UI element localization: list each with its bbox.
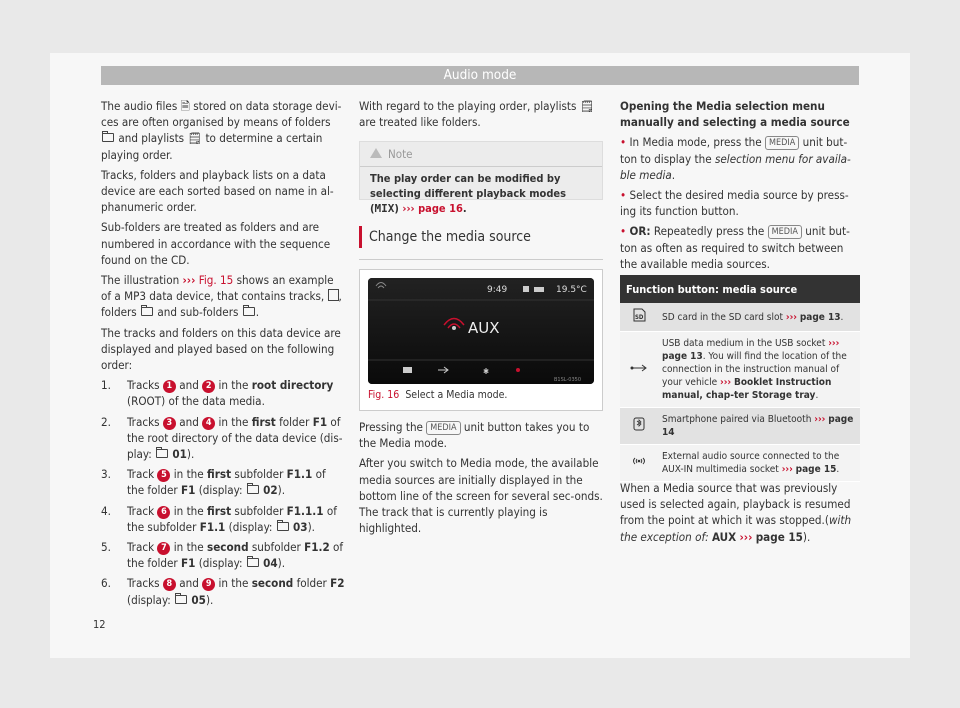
folder-icon — [247, 558, 259, 567]
number-badge: 1 — [163, 380, 176, 393]
list-item: 5. Track 7 in the second subfolder F1.2 of the folder F1 (display: 04). — [101, 540, 344, 571]
page-16-link[interactable]: page 16 — [418, 202, 463, 215]
fig-15-link[interactable]: Fig. 15 — [198, 273, 234, 288]
table-row: USB data medium in the USB socket ››› page 13. You will find the location of the connection in the instruction manual of your vehicle ››› Booklet Instruction manual, chap-ter Storage tray. — [620, 332, 860, 408]
svg-text:✱: ✱ — [483, 367, 490, 376]
section-accent-bar — [359, 226, 362, 248]
list-item: 6. Tracks 8 and 9 in the second folder F2 (display: 05). — [101, 576, 345, 607]
table-header: Function button: media source — [620, 275, 860, 303]
svg-text:19.5°C: 19.5°C — [556, 285, 587, 295]
section-divider — [359, 259, 603, 260]
usb-icon — [620, 332, 658, 408]
number-badge: 2 — [202, 380, 215, 393]
intro-paragraph: The audio files 🗎 stored on data storage devi-ces are often organised by means of folders and playlists 🗒 to determine a certain playing order. — [101, 99, 342, 162]
bluetooth-icon — [620, 408, 658, 445]
figure-16 — [359, 269, 603, 411]
list-item: 2. Tracks 3 and 4 in the first folder F1 of the root directory of the data device (dis-play: 01). — [101, 414, 343, 462]
number-badge: 5 — [157, 469, 170, 482]
list-item: 3. Track 5 in the first subfolder F1.1 of the folder F1 (display: 02). — [101, 467, 326, 498]
media-screen-image — [368, 278, 594, 384]
resume-paragraph: When a Media source that was previously used is selected again, playback is resumed from the point at which it was stopped.(with the exception of: AUX ››› page 15). — [620, 481, 852, 544]
column-middle-lower — [359, 419, 603, 540]
folder-icon — [156, 449, 168, 458]
track-icon — [328, 289, 339, 301]
number-badge: 3 — [163, 417, 176, 430]
reference-arrow: ››› — [182, 273, 196, 288]
list-item: 1. Tracks 1 and 2 in the root directory (ROOT) of the data media. — [101, 378, 334, 409]
sd-card-icon — [620, 303, 658, 332]
page-header: Audio mode — [101, 66, 859, 85]
media-button-label: MEDIA — [426, 421, 460, 435]
bullet-item: • Select the desired media source by press-ing its function button. — [620, 188, 849, 219]
media-button-label: MEDIA — [768, 225, 802, 239]
media-sources-paragraph: After you switch to Media mode, the available media sources are initially displayed in the bottom line of the screen for several sec-onds. The track that is currently playing is highlighted. — [359, 456, 603, 536]
column-left — [101, 98, 345, 612]
number-badge: 6 — [157, 506, 170, 519]
list-item: 4. Track 6 in the first subfolder F1.1.1 of the subfolder F1.1 (display: 03). — [101, 503, 337, 534]
number-badge: 7 — [157, 542, 170, 555]
section-title: Change the media source — [369, 229, 531, 245]
aux-icon — [620, 445, 658, 482]
playlist-icon: 🗒 — [187, 131, 203, 146]
note-body: The play order can be modified by selecting different playback modes (MIX) ››› page 16. — [370, 172, 567, 215]
subheading: Opening the Media selection menu manually and selecting a media source — [620, 99, 850, 130]
playlist-icon: 🗒 — [579, 99, 595, 113]
folder-icon — [277, 522, 289, 531]
bullet-item: • OR: Repeatedly press the MEDIA unit but-ton as often as required to switch between the available media sources. — [620, 224, 850, 271]
folder-icon — [175, 595, 187, 604]
resume-paragraph-container — [620, 480, 860, 549]
media-screen-graphic — [368, 278, 594, 384]
warning-icon — [370, 148, 382, 158]
order-list — [101, 377, 345, 608]
media-button-paragraph: Pressing the MEDIA unit button takes you to the Media mode. — [359, 420, 590, 451]
svg-text:AUX: AUX — [468, 319, 500, 337]
table-row: Smartphone paired via Bluetooth ››› page 14 — [620, 408, 860, 445]
note-header: Note — [360, 142, 602, 167]
svg-text:9:49: 9:49 — [487, 285, 508, 295]
table-row: SD SD card in the SD card slot ››› page 13. — [620, 303, 860, 332]
number-badge: 9 — [202, 578, 215, 591]
bullet-item: • In Media mode, press the MEDIA unit but-ton to display the selection menu for availa-ble media. — [620, 135, 851, 182]
note-box — [359, 141, 603, 215]
number-badge: 8 — [163, 578, 176, 591]
figure-caption: Fig. 16 Select a Media mode. — [368, 389, 508, 401]
audio-file-icon: 🗎 — [180, 99, 190, 113]
number-badge: 4 — [202, 417, 215, 430]
folder-icon — [141, 307, 153, 316]
media-source-table — [620, 275, 860, 482]
subfolder-paragraph: Sub-folders are treated as folders and are numbered in accordance with the sequence found on the CD. — [101, 220, 331, 267]
order-paragraph: The tracks and folders on this data device are displayed and played based on the following order: — [101, 325, 341, 373]
svg-text:B1SL-0350: B1SL-0350 — [554, 377, 582, 383]
subfolder-icon — [243, 307, 255, 316]
page-number: 12 — [93, 618, 106, 631]
column-right — [620, 98, 860, 276]
table-row: External audio source connected to the AUX-IN multimedia socket ››› page 15. — [620, 445, 860, 482]
illustration-paragraph: The illustration ››› Fig. 15 shows an example of a MP3 data device, that contains tracks, , folders and sub-folders . — [101, 273, 342, 320]
media-button-label: MEDIA — [765, 136, 799, 150]
sorting-paragraph: Tracks, folders and playback lists on a data device are each sorted based on name in al-phanumeric order. — [101, 167, 334, 215]
playlist-paragraph: With regard to the playing order, playlists 🗒 are treated like folders. — [359, 99, 595, 130]
folder-icon — [102, 133, 114, 142]
column-middle — [359, 98, 603, 134]
folder-icon — [247, 485, 259, 494]
svg-text:SD: SD — [635, 314, 644, 321]
